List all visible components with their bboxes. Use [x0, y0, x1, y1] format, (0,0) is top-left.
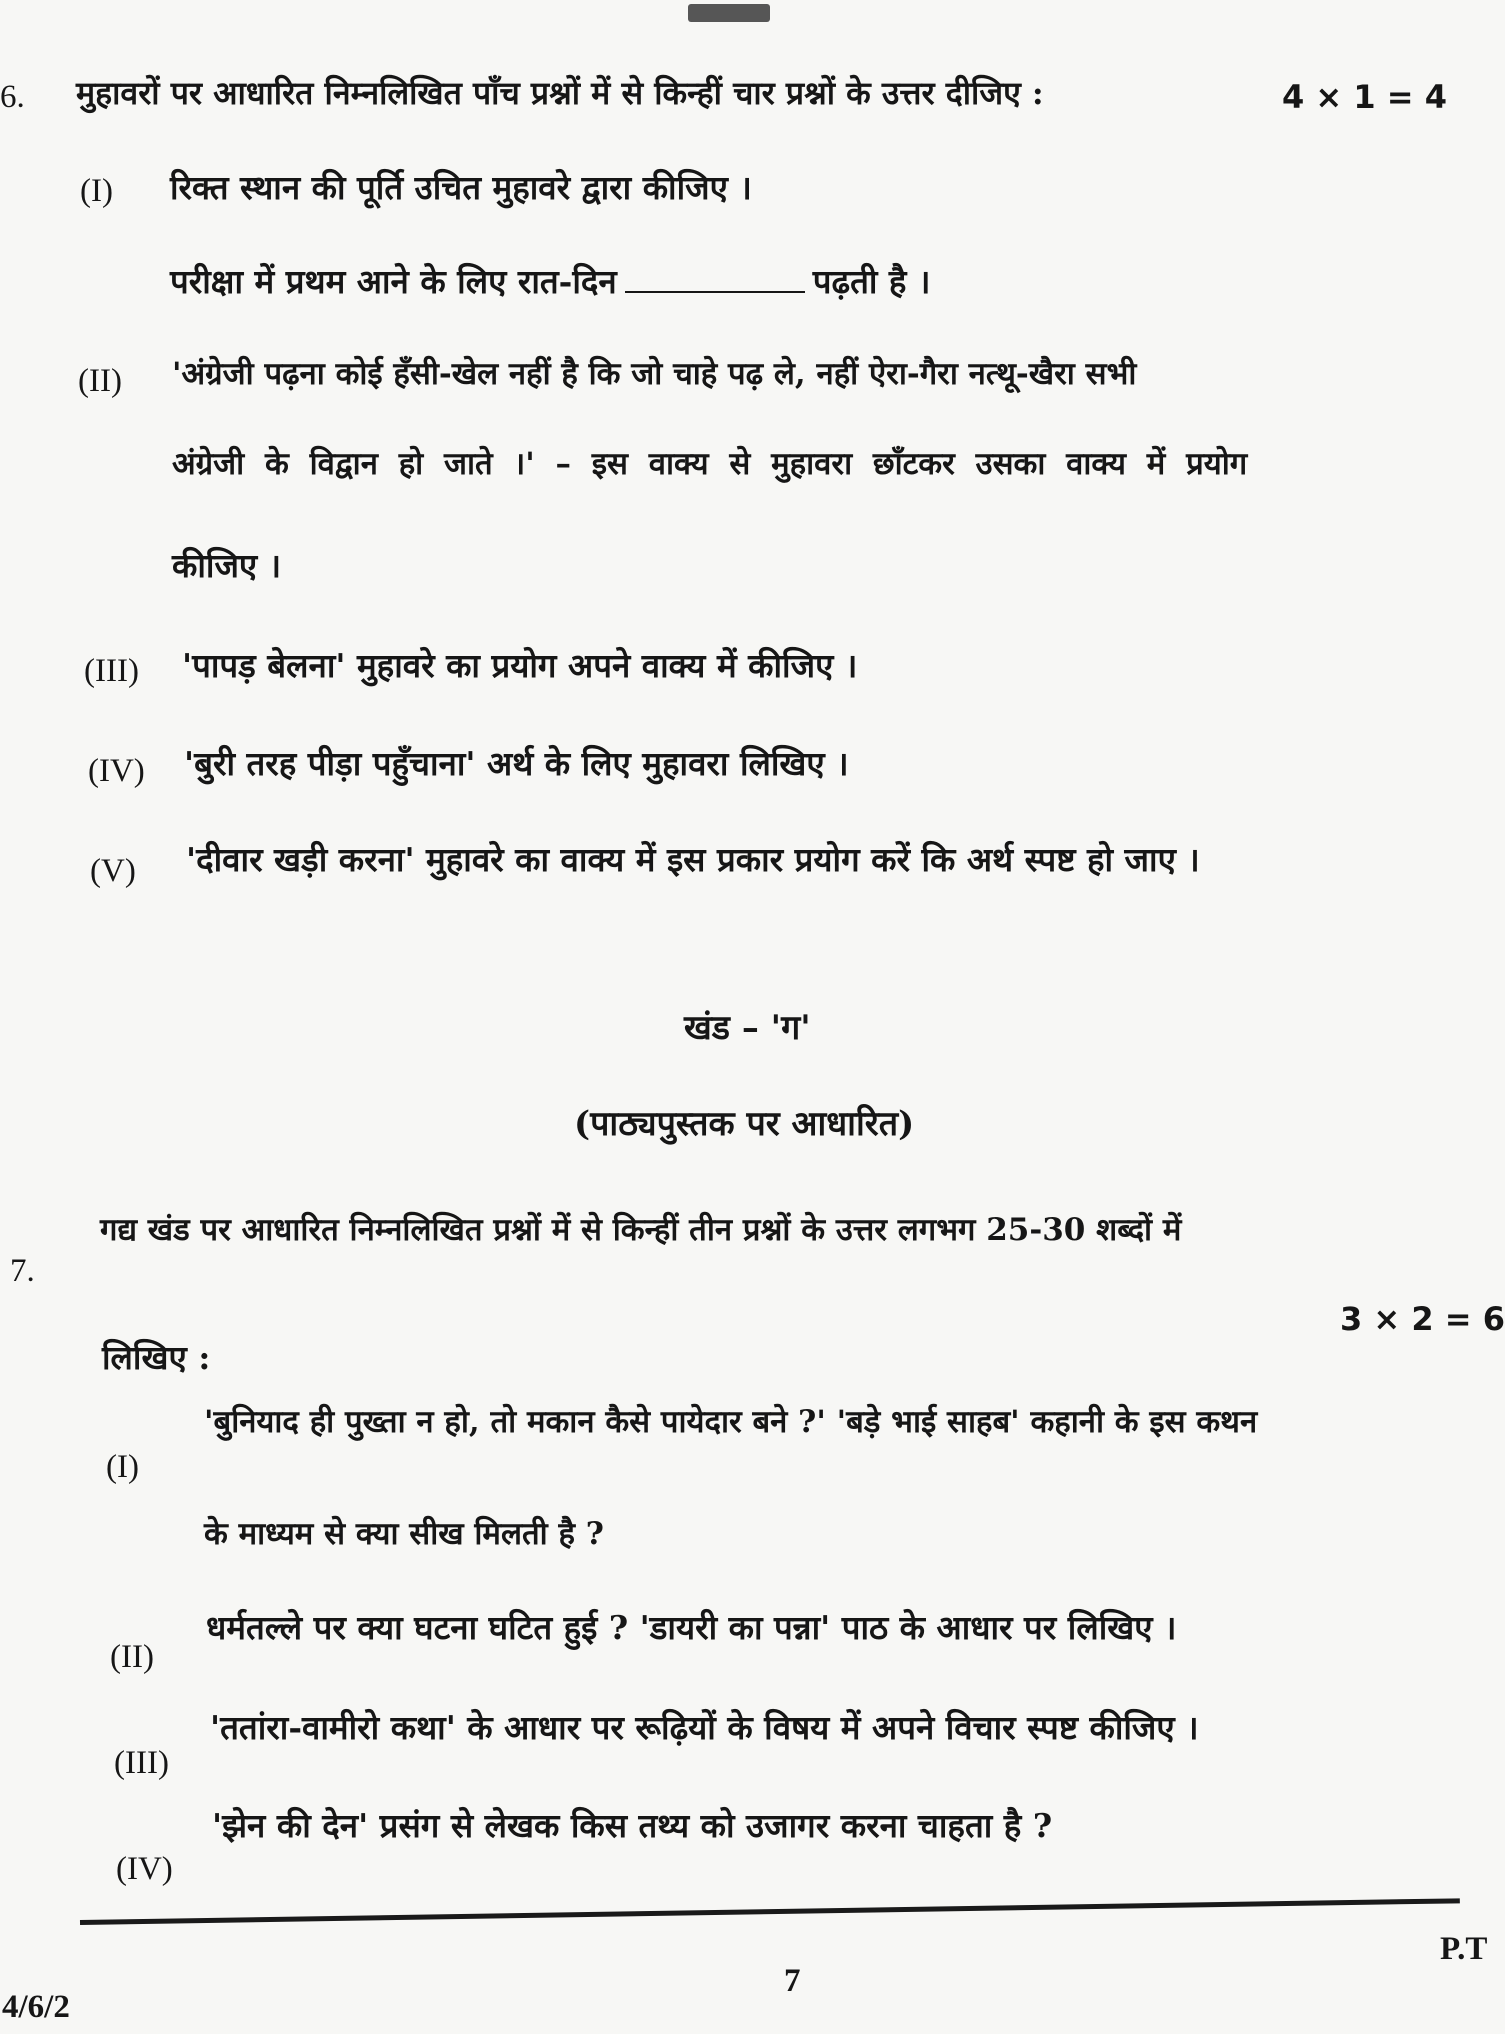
q7-item-label: (I) [106, 1449, 139, 1485]
q7-marks: 3 × 2 = 6 [1340, 1300, 1505, 1338]
q7-item-label: (II) [110, 1639, 154, 1675]
q6-item-label: (II) [78, 363, 122, 399]
q6-prompt: मुहावरों पर आधारित निम्नलिखित पाँच प्रश्नों में से किन्हीं चार प्रश्नों के उत्तर दीजिए : [76, 74, 1044, 112]
q7-item-text: 'ततांरा-वामीरो कथा' के आधार पर रूढ़ियों के विषय में अपने विचार स्पष्ट कीजिए । [210, 1708, 1199, 1747]
q6-item-blank-before: परीक्षा में प्रथम आने के लिए रात-दिन [170, 262, 617, 301]
pto-marker: P.T [1440, 1931, 1488, 1967]
q6-item-text: रिक्त स्थान की पूर्ति उचित मुहावरे द्वारा कीजिए । [170, 168, 752, 207]
q6-item-text: 'बुरी तरह पीड़ा पहुँचाना' अर्थ के लिए मुहावरा लिखिए । [184, 744, 849, 783]
q6-item-label: (IV) [88, 753, 145, 789]
q6-item-text: 'दीवार खड़ी करना' मुहावरे का वाक्य में इस प्रकार प्रयोग करें कि अर्थ स्पष्ट हो जाए । [186, 840, 1200, 879]
q7-item-text: धर्मतल्ले पर क्या घटना घटित हुई ? 'डायरी का पन्ना' पाठ के आधार पर लिखिए । [206, 1608, 1177, 1647]
paper-code: 4/6/2 [2, 1989, 70, 2025]
q7-item-text: 'झेन की देन' प्रसंग से लेखक किस तथ्य को उजागर करना चाहता है ? [212, 1806, 1053, 1845]
q7-number: 7. [10, 1253, 35, 1289]
q7-item-label: (III) [114, 1745, 169, 1781]
q6-item-text: 'अंग्रेजी पढ़ना कोई हँसी-खेल नहीं है कि जो चाहे पढ़ ले, नहीं ऐरा-गैरा नत्थू-खैरा सभी [172, 356, 1137, 392]
q6-item-label: (I) [80, 173, 113, 209]
q6-item-label: (V) [90, 853, 136, 889]
q6-item-text: 'पापड़ बेलना' मुहावरे का प्रयोग अपने वाक्य में कीजिए । [182, 646, 858, 685]
q6-item-text: कीजिए । [172, 546, 282, 585]
q7-item-text: 'बुनियाद ही पुख्ता न हो, तो मकान कैसे पायेदार बने ?' 'बड़े भाई साहब' कहानी के इस कथन [204, 1404, 1258, 1440]
q6-number: 6. [0, 79, 25, 115]
q6-item-blank-after: पढ़ती है । [812, 262, 931, 301]
q7-prompt-line2: लिखिए : [102, 1338, 211, 1377]
section-subtitle: (पाठ्यपुस्तक पर आधारित) [574, 1104, 915, 1144]
q7-item-text: के माध्यम से क्या सीख मिलती है ? [204, 1516, 604, 1552]
q6-item-blank-line [170, 262, 930, 302]
header-smudge [688, 4, 770, 22]
q6-item-label: (III) [84, 653, 139, 689]
q6-item-text: अंग्रेजी के विद्वान हो जाते ।' – इस वाक्य से मुहावरा छाँटकर उसका वाक्य में प्रयोग [172, 446, 1248, 482]
q7-item-label: (IV) [116, 1851, 173, 1887]
footer-rule [80, 1898, 1460, 1925]
q6-marks: 4 × 1 = 4 [1282, 78, 1447, 116]
fill-blank [625, 263, 805, 293]
section-title: खंड – 'ग' [684, 1008, 811, 1048]
q7-prompt-line1: गद्य खंड पर आधारित निम्नलिखित प्रश्नों में से किन्हीं तीन प्रश्नों के उत्तर लगभग 25-30 शब्दों में [100, 1212, 1182, 1248]
page-number: 7 [784, 1963, 801, 1999]
